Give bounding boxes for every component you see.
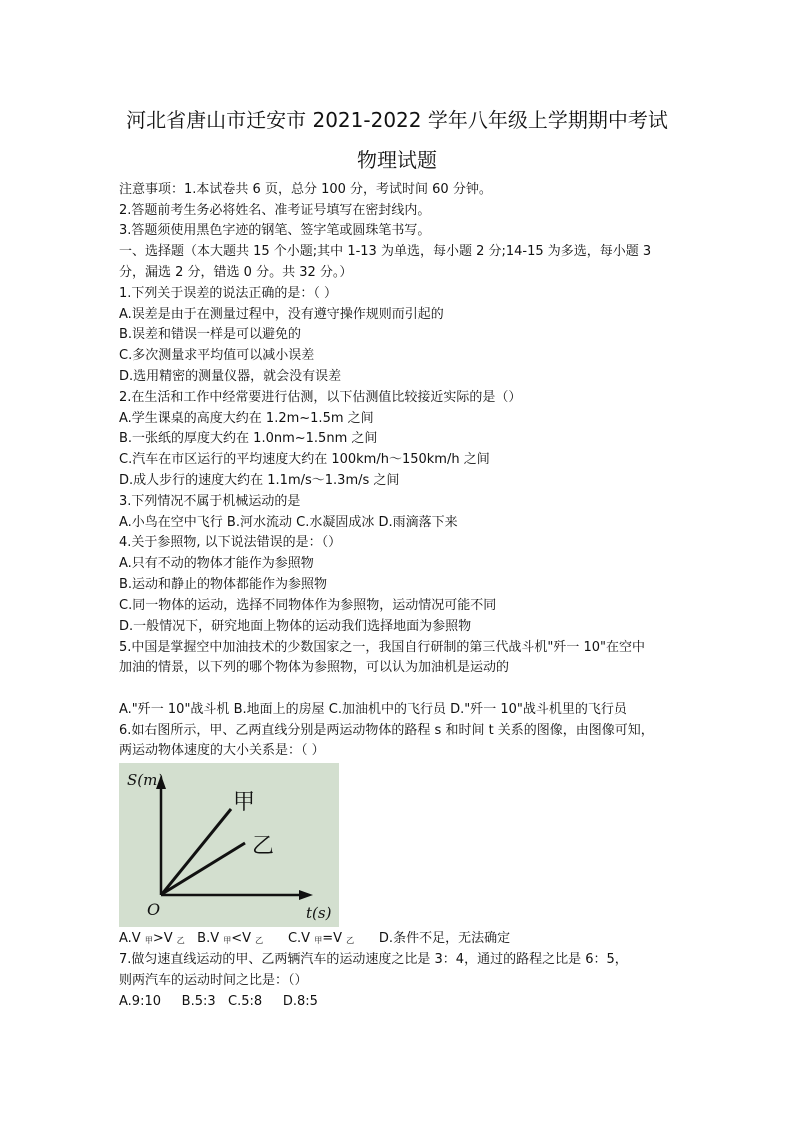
q6-stem-line-2: 两运动物体速度的大小关系是：（ ） (119, 743, 325, 758)
exam-subtitle: 物理试题 (357, 148, 437, 172)
q6-option-b (197, 931, 263, 946)
q6-option-b-sub2: 乙 (255, 936, 264, 945)
q5-options: A."歼一 10"战斗机 B.地面上的房屋 C.加油机中的飞行员 D."歼一 10"战斗机里的飞行员 (119, 702, 627, 717)
exam-title: 河北省唐山市迁安市 2021-2022 学年八年级上学期期中考试 (126, 108, 668, 132)
q6-options (119, 930, 689, 950)
q7-stem-line-1: 7.做匀速直线运动的甲、乙两辆汽车的运动速度之比是 3：4，通过的路程之比是 6：5， (119, 952, 628, 967)
q6-option-c-sub1: 甲 (314, 936, 323, 945)
q4-option-c: C.同一物体的运动，选择不同物体作为参照物，运动情况可能不同 (119, 598, 497, 613)
q7-stem-line-2: 则两汽车的运动时间之比是：（） (119, 973, 308, 988)
s-t-graph-svg (119, 763, 339, 927)
line-yi (162, 843, 245, 894)
q6-option-a-prefix: A.V (119, 931, 145, 946)
q6-stem-line-1: 6.如右图所示，甲、乙两直线分别是两运动物体的路程 s 和时间 t 关系的图像，由图像可知， (119, 723, 654, 738)
q6-option-a-sub1: 甲 (144, 936, 153, 945)
q6-option-c-mid: =V (322, 931, 347, 946)
q7-options: A.9:10 B.5:3 C.5:8 D.8:5 (119, 994, 318, 1009)
q2-option-c: C.汽车在市区运行的平均速度大约在 100km/h～150km/h 之间 (119, 452, 490, 467)
q3-options: A.小鸟在空中飞行 B.河水流动 C.水凝固成冰 D.雨滴落下来 (119, 515, 458, 530)
q5-stem-line-2: 加油的情景，以下列的哪个物体为参照物，可以认为加油机是运动的 (119, 660, 510, 675)
q6-option-a (119, 931, 185, 946)
x-axis-label: t(s) (306, 904, 332, 922)
q1-option-c: C.多次测量求平均值可以减小误差 (119, 348, 315, 363)
q6-option-d: D.条件不足，无法确定 (378, 931, 511, 946)
q5-stem-line-1: 5.中国是掌握空中加油技术的少数国家之一，我国自行研制的第三代战斗机"歼一 10"在空中 (119, 640, 646, 655)
line-jia (162, 809, 231, 894)
x-axis-arrow (299, 890, 313, 900)
q6-option-a-mid: >V (152, 931, 177, 946)
q2-option-a: A.学生课桌的高度大约在 1.2m~1.5m 之间 (119, 411, 374, 426)
s-t-graph (119, 763, 339, 927)
notes-line-1: 注意事项：1.本试卷共 6 页，总分 100 分，考试时间 60 分钟。 (119, 182, 492, 197)
q6-option-c (288, 931, 354, 946)
q4-option-b: B.运动和静止的物体都能作为参照物 (119, 577, 328, 592)
q2-option-d: D.成人步行的速度大约在 1.1m/s～1.3m/s 之间 (119, 473, 400, 488)
q6-option-b-sub1: 甲 (223, 936, 232, 945)
q4-option-a: A.只有不动的物体才能作为参照物 (119, 556, 314, 571)
q1-stem: 1.下列关于误差的说法正确的是：（ ） (119, 286, 338, 301)
q4-stem: 4.关于参照物, 以下说法错误的是：（） (119, 535, 342, 550)
q1-option-a: A.误差是由于在测量过程中，没有遵守操作规则而引起的 (119, 307, 444, 322)
q1-option-d: D.选用精密的测量仪器，就会没有误差 (119, 369, 342, 384)
notes-line-3: 3.答题须使用黑色字迹的钢笔、签字笔或圆珠笔书写。 (119, 223, 431, 238)
line-yi-label: 乙 (252, 834, 275, 859)
q6-option-a-sub2: 乙 (176, 936, 185, 945)
q2-option-b: B.一张纸的厚度大约在 1.0nm~1.5nm 之间 (119, 431, 378, 446)
section-heading-line-1: 一、选择题（本大题共 15 个小题;其中 1-13 为单选，每小题 2 分;14-15 为多选，每小题 3 (119, 244, 652, 259)
q6-option-c-prefix: C.V (287, 931, 315, 946)
q1-option-b: B.误差和错误一样是可以避免的 (119, 327, 302, 342)
q6-option-b-mid: <V (231, 931, 256, 946)
q6-option-c-sub2: 乙 (346, 936, 355, 945)
notes-line-2: 2.答题前考生务必将姓名、准考证号填写在密封线内。 (119, 203, 431, 218)
q6-option-b-prefix: B.V (197, 931, 224, 946)
section-heading-line-2: 分，漏选 2 分，错选 0 分。共 32 分。） (119, 265, 353, 280)
y-axis-label: S(m) (127, 771, 164, 789)
line-jia-label: 甲 (233, 790, 256, 815)
q3-stem: 3.下列情况不属于机械运动的是 (119, 494, 301, 509)
q2-stem: 2.在生活和工作中经常要进行估测，以下估测值比较接近实际的是（） (119, 390, 522, 405)
q4-option-d: D.一般情况下，研究地面上物体的运动我们选择地面为参照物 (119, 619, 472, 634)
origin-label: O (147, 900, 161, 919)
